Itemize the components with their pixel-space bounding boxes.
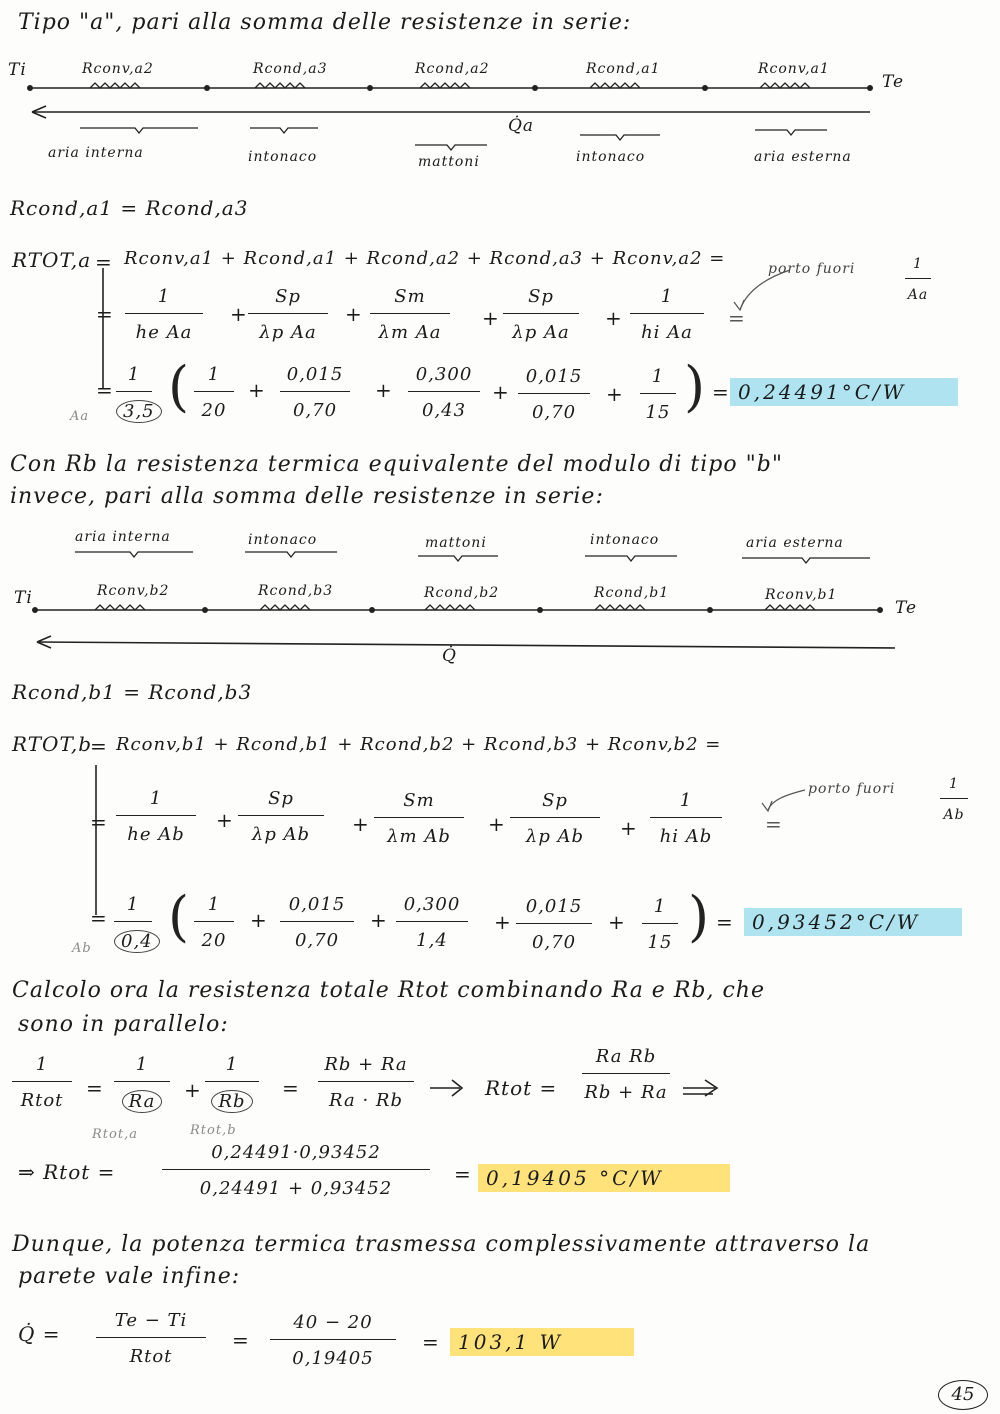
numeric-a-1: 1 20	[194, 364, 234, 421]
circuit-b-layer-4: intonaco	[590, 532, 660, 548]
circuit-b-left-node: Ti	[14, 588, 33, 608]
parallel-fraction-5: Ra Rb Rb + Ra	[582, 1046, 670, 1103]
parallel-fraction-3: 1 Rb	[205, 1054, 259, 1113]
numeric-a-2: 0,015 0,70	[280, 364, 350, 421]
circuit-a-heat-flow: Q̇a	[508, 116, 535, 136]
fraction-a-4: Sp λp Aa	[503, 286, 579, 343]
total-fraction: 0,24491·0,93452 0,24491 + 0,93452	[162, 1142, 430, 1199]
area-a-label: Aa	[70, 409, 90, 424]
circuit-b-resistor-5: Rconv,b1	[765, 587, 838, 603]
circuit-b-heat-flow: Q̇	[442, 646, 457, 666]
equation-b-equal-resistances: Rcond,b1 = Rcond,b3	[12, 680, 253, 704]
circuit-b-layer-2: intonaco	[248, 532, 318, 548]
result-power: 103,1 W	[450, 1328, 634, 1356]
fraction-a-2: Sp λp Aa	[248, 286, 328, 343]
equation-a-sum: Rconv,a1 + Rcond,a1 + Rcond,a2 + Rcond,a3 + Rconv,a2 =	[124, 248, 726, 269]
fraction-b-3: Sm λm Ab	[374, 790, 464, 847]
circuit-b-resistor-4: Rcond,b1	[594, 585, 670, 601]
circuit-a-layer-5: aria esterna	[754, 149, 852, 165]
intro-text-b-line2: invece, pari alla somma delle resistenze in serie:	[10, 484, 604, 509]
circuit-a-layer-1: aria interna	[48, 145, 144, 161]
numeric-b-5: 1 15	[642, 896, 678, 953]
power-lhs: Q̇ =	[18, 1322, 61, 1346]
circuit-b-right-node: Te	[895, 598, 918, 618]
total-lhs: ⇒ Rtot =	[18, 1160, 116, 1184]
result-a: 0,24491°C/W	[730, 378, 958, 406]
parallel-fraction-4: Rb + Ra Ra · Rb	[318, 1054, 414, 1111]
circuit-b-layer-1: aria interna	[75, 529, 171, 545]
numeric-b-2: 0,015 0,70	[280, 894, 354, 951]
circuit-a-resistor-5: Rconv,a1	[758, 61, 830, 77]
equation-b-lhs: RTOT,b	[12, 732, 93, 756]
equals-sign: =	[95, 250, 112, 274]
circuit-a-right-node: Te	[882, 72, 905, 92]
circuit-a-resistor-3: Rcond,a2	[415, 61, 490, 77]
parallel-fraction-2: 1 Ra	[114, 1054, 170, 1113]
fraction-b-outer: 1 0,4	[114, 894, 152, 953]
numeric-a-4: 0,015 0,70	[518, 366, 590, 423]
circuit-a-resistor-2: Rcond,a3	[253, 61, 328, 77]
circuit-b-layer-3: mattoni	[425, 535, 487, 551]
intro-text-b-line1: Con Rb la resistenza termica equivalente del modulo di tipo "b"	[10, 452, 783, 477]
circuit-b-resistor-1: Rconv,b2	[97, 583, 170, 599]
fraction-a-1: 1 he Aa	[125, 286, 203, 343]
note-b: porto fuori	[808, 781, 896, 797]
circuit-a-layer-4: intonaco	[576, 149, 646, 165]
power-fraction-1: Te − Ti Rtot	[96, 1310, 206, 1367]
intro-text-q-line1: Dunque, la potenza termica trasmessa complessivamente attraverso la	[12, 1232, 871, 1257]
fraction-b-2: Sp λp Ab	[238, 788, 324, 845]
numeric-a-5: 1 15	[640, 366, 676, 423]
equation-b-sum: Rconv,b1 + Rcond,b1 + Rcond,b2 + Rcond,b3 + Rconv,b2 =	[116, 734, 722, 755]
note-b-fraction: 1 Ab	[940, 776, 968, 823]
area-b-label: Ab	[72, 941, 92, 956]
equation-a-lhs: RTOT,a	[12, 248, 92, 272]
page-number: 45	[938, 1380, 988, 1410]
circuit-a-layer-3: mattoni	[418, 154, 480, 170]
parallel-fraction-1: 1 Rtot	[12, 1054, 72, 1111]
intro-text-a: Tipo "a", pari alla somma delle resistenze in serie:	[18, 10, 632, 35]
equals-sign: =	[96, 302, 113, 326]
intro-text-total-line2: sono in parallelo:	[18, 1012, 229, 1037]
parallel-lhs-2: Rtot =	[485, 1076, 558, 1100]
numeric-b-1: 1 20	[194, 894, 234, 951]
fraction-b-5: 1 hi Ab	[650, 790, 722, 847]
circuit-a-layer-2: intonaco	[248, 149, 318, 165]
circuit-b-resistor-3: Rcond,b2	[424, 585, 500, 601]
circuit-a-left-node: Ti	[8, 60, 27, 80]
circuit-a-resistor-4: Rcond,a1	[586, 61, 661, 77]
intro-text-q-line2: parete vale infine:	[18, 1264, 241, 1289]
circuit-b-resistor-2: Rcond,b3	[258, 583, 334, 599]
parallel-sublabel-a: Rtot,a	[92, 1127, 138, 1142]
fraction-b-1: 1 he Ab	[116, 788, 196, 845]
parallel-sublabel-b: Rtot,b	[190, 1123, 237, 1138]
note-a-fraction: 1 Aa	[905, 256, 931, 303]
fraction-a-3: Sm λm Aa	[370, 286, 450, 343]
equation-a-equal-resistances: Rcond,a1 = Rcond,a3	[10, 196, 249, 220]
numeric-b-3: 0,300 1,4	[396, 894, 468, 951]
note-a: porto fuori	[768, 261, 856, 277]
circuit-b-layer-5: aria esterna	[746, 535, 844, 551]
result-b: 0,93452°C/W	[744, 908, 962, 936]
numeric-a-3: 0,300 0,43	[408, 364, 480, 421]
result-total: 0,19405 °C/W	[478, 1164, 730, 1192]
numeric-b-4: 0,015 0,70	[516, 896, 592, 953]
fraction-a-outer: 1 3,5	[116, 364, 152, 423]
fraction-b-4: Sp λp Ab	[510, 790, 600, 847]
power-fraction-2: 40 − 20 0,19405	[270, 1312, 396, 1369]
fraction-a-5: 1 hi Aa	[630, 286, 704, 343]
intro-text-total-line1: Calcolo ora la resistenza totale Rtot combinando Ra e Rb, che	[12, 978, 765, 1003]
circuit-a-resistor-1: Rconv,a2	[82, 61, 154, 77]
